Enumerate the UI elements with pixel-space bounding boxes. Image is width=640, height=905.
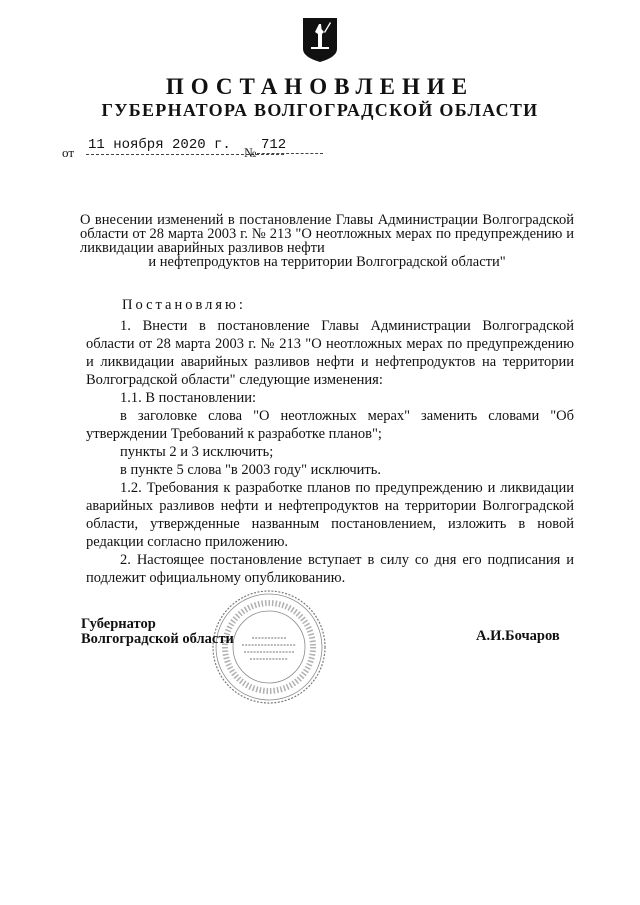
subject-text: О внесении изменений в постановление Главы Администрации Волгоградской области от 28 марта 2003 г. № 213 "О неотложных мерах по предупреждению и ликвидации аварийных разливов нефти: [80, 212, 574, 256]
signer-position: [81, 617, 234, 647]
volgograd-emblem-icon: [302, 17, 338, 63]
document-date: 11 ноября 2020 г.: [86, 137, 284, 155]
number-sign: №: [244, 145, 257, 160]
official-stamp: [210, 588, 328, 706]
document-number: 712: [257, 137, 323, 154]
signer-name: А.И.Бочаров: [476, 628, 560, 644]
signer-title: Губернатор: [81, 616, 156, 632]
subject-text-last-line: и нефтепродуктов на территории Волгоградской области": [148, 254, 506, 270]
paragraph: 1.2. Требования к разработке планов по предупреждению и ликвидации аварийных разливов нефти и нефтепродуктов на территории Волгоградской области, утвержденные названным постановлением, изложить в новой редакции согласно приложению.: [86, 480, 574, 550]
signer-region: Волгоградской области: [81, 631, 234, 647]
paragraph: 1. Внести в постановление Главы Администрации Волгоградской области от 28 марта 2003 г. № 213 "О неотложных мерах по предупреждению и ликвидации аварийных разливов нефти и нефтепродуктов на территории Волгоградской области" следующие изменения:: [86, 318, 574, 388]
decree-word: Постановляю:: [122, 297, 246, 313]
date-prefix: от: [62, 145, 75, 160]
paragraph: в заголовке слова "О неотложных мерах" заменить словами "Об утверждении Требований к разработке планов";: [86, 408, 574, 442]
document-subtitle: ГУБЕРНАТОРА ВОЛГОГРАДСКОЙ ОБЛАСТИ: [101, 100, 539, 120]
document-subject: [80, 213, 574, 269]
document-body: [86, 317, 574, 587]
document-title: ПОСТАНОВЛЕНИЕ: [165, 74, 475, 99]
paragraph: в пункте 5 слова "в 2003 году" исключить.: [120, 462, 381, 478]
paragraph: 1.1. В постановлении:: [120, 390, 257, 406]
paragraph: пункты 2 и 3 исключить;: [120, 444, 274, 460]
paragraph: 2. Настоящее постановление вступает в силу со дня его подписания и подлежит официальному опубликованию.: [86, 552, 574, 586]
